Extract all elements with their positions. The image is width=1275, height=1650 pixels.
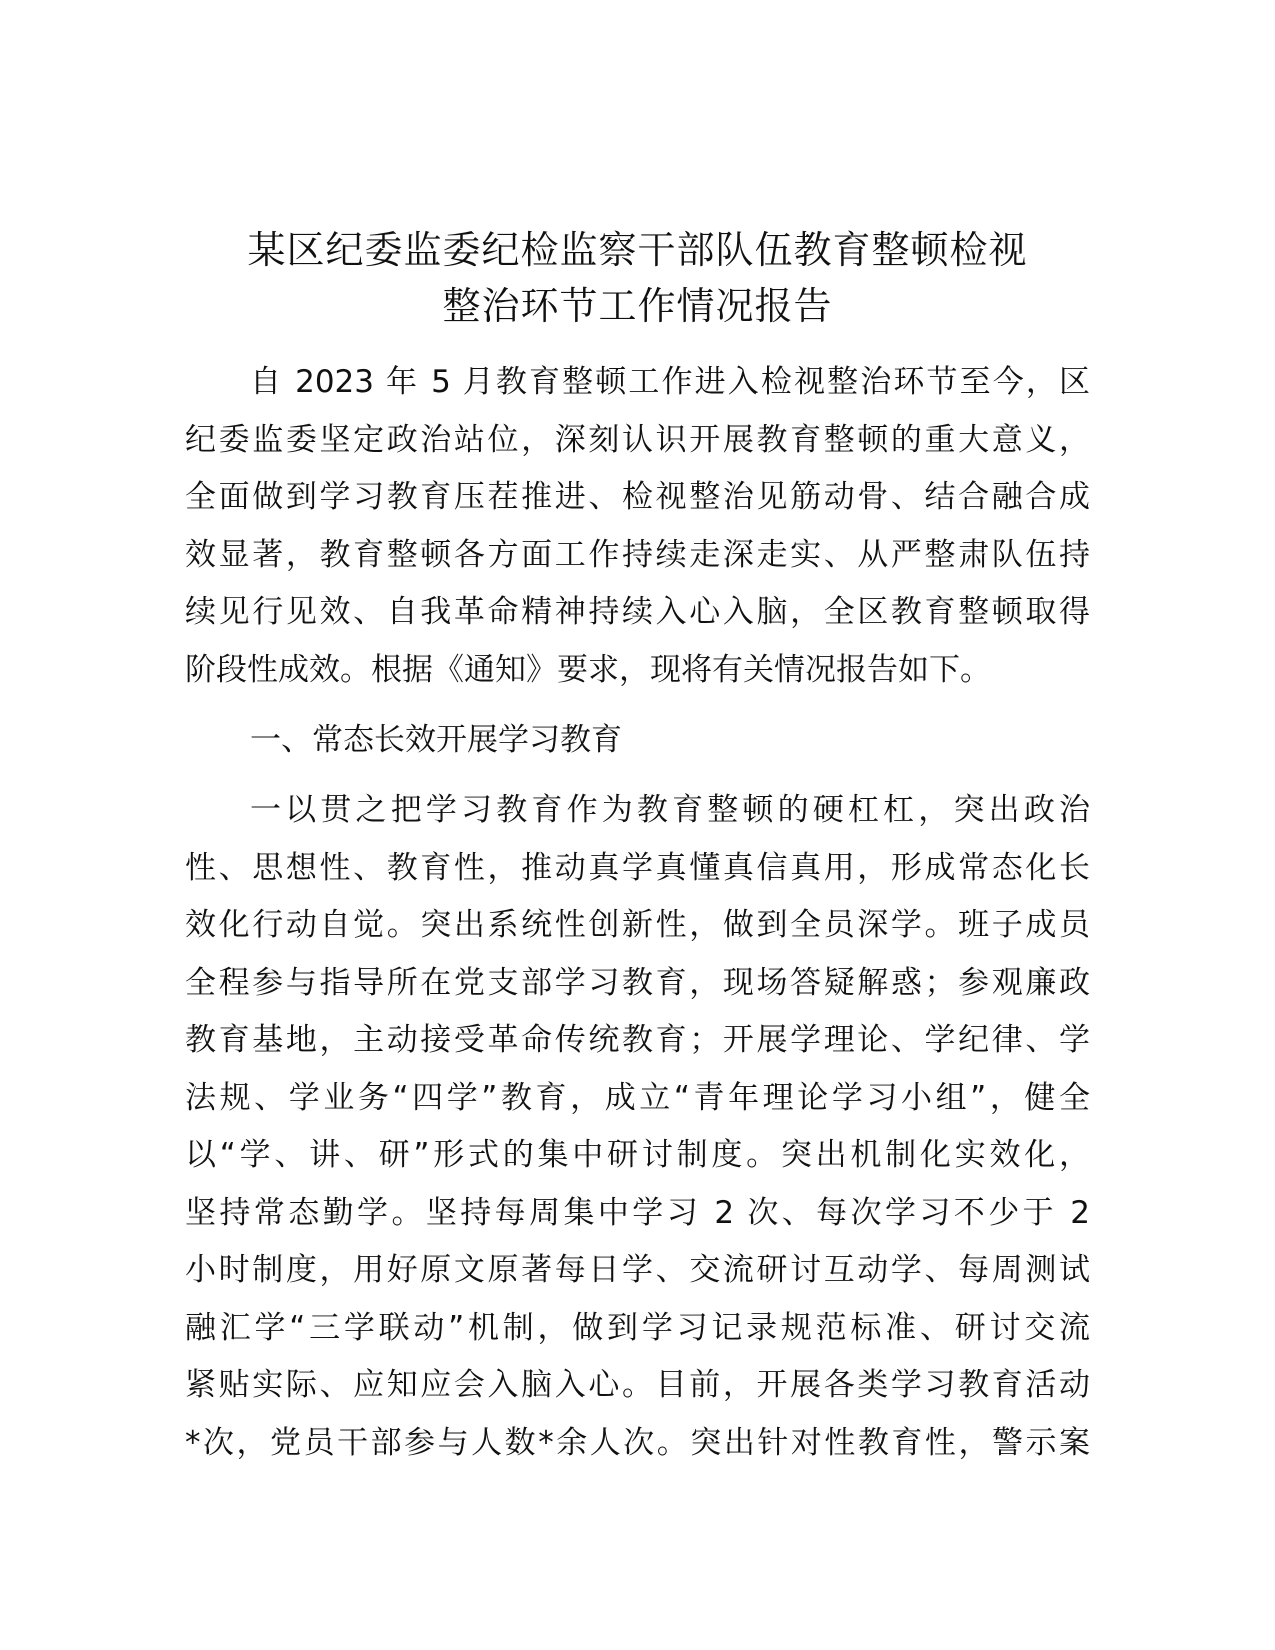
paragraph-line: 效显著，教育整顿各方面工作持续走深走实、从严整肃队伍持 bbox=[185, 536, 1090, 573]
paragraph-line: 性、思想性、教育性，推动真学真懂真信真用，形成常态化长 bbox=[185, 849, 1090, 886]
paragraph-line: 全程参与指导所在党支部学习教育，现场答疑解惑；参观廉政 bbox=[185, 964, 1090, 1001]
paragraph-study-education bbox=[185, 782, 1090, 1472]
paragraph-line: 自 2023 年 5 月教育整顿工作进入检视整治环节至今，区 bbox=[250, 364, 1090, 400]
paragraph-line: *次，党员干部参与人数*余人次。突出针对性教育性，警示案 bbox=[185, 1424, 1090, 1461]
paragraph-line: 纪委监委坚定政治站位，深刻认识开展教育整顿的重大意义， bbox=[185, 421, 1090, 458]
title-line-2: 整治环节工作情况报告 bbox=[442, 284, 833, 328]
paragraph-line: 法规、学业务“四学”教育，成立“青年理论学习小组”，健全 bbox=[185, 1079, 1090, 1116]
section-heading-text: 一、常态长效开展学习教育 bbox=[250, 722, 622, 758]
paragraph-line: 教育基地，主动接受革命传统教育；开展学理论、学纪律、学 bbox=[185, 1022, 1090, 1058]
paragraph-line: 一以贯之把学习教育作为教育整顿的硬杠杠，突出政治 bbox=[250, 792, 1090, 828]
paragraph-line: 小时制度，用好原文原著每日学、交流研讨互动学、每周测试 bbox=[185, 1252, 1090, 1288]
paragraph-intro bbox=[185, 354, 1090, 699]
paragraph-line: 以“学、讲、研”形式的集中研讨制度。突出机制化实效化， bbox=[185, 1137, 1090, 1173]
paragraph-line: 效化行动自觉。突出系统性创新性，做到全员深学。班子成员 bbox=[185, 907, 1090, 943]
paragraph-line: 融汇学“三学联动”机制，做到学习记录规范标准、研讨交流 bbox=[185, 1309, 1090, 1346]
paragraph-line: 阶段性成效。根据《通知》要求，现将有关情况报告如下。 bbox=[185, 651, 991, 688]
paragraph-line: 续见行见效、自我革命精神持续入心入脑，全区教育整顿取得 bbox=[185, 594, 1090, 630]
paragraph-line: 全面做到学习教育压茬推进、检视整治见筋动骨、结合融合成 bbox=[185, 479, 1090, 515]
section-heading-1 bbox=[185, 712, 1090, 770]
paragraph-line: 坚持常态勤学。坚持每周集中学习 2 次、每次学习不少于 2 bbox=[185, 1194, 1090, 1231]
title-line-1: 某区纪委监委纪检监察干部队伍教育整顿检视 bbox=[247, 228, 1028, 272]
paragraph-line: 紧贴实际、应知应会入脑入心。目前，开展各类学习教育活动 bbox=[185, 1367, 1090, 1403]
document-title bbox=[150, 222, 1125, 334]
